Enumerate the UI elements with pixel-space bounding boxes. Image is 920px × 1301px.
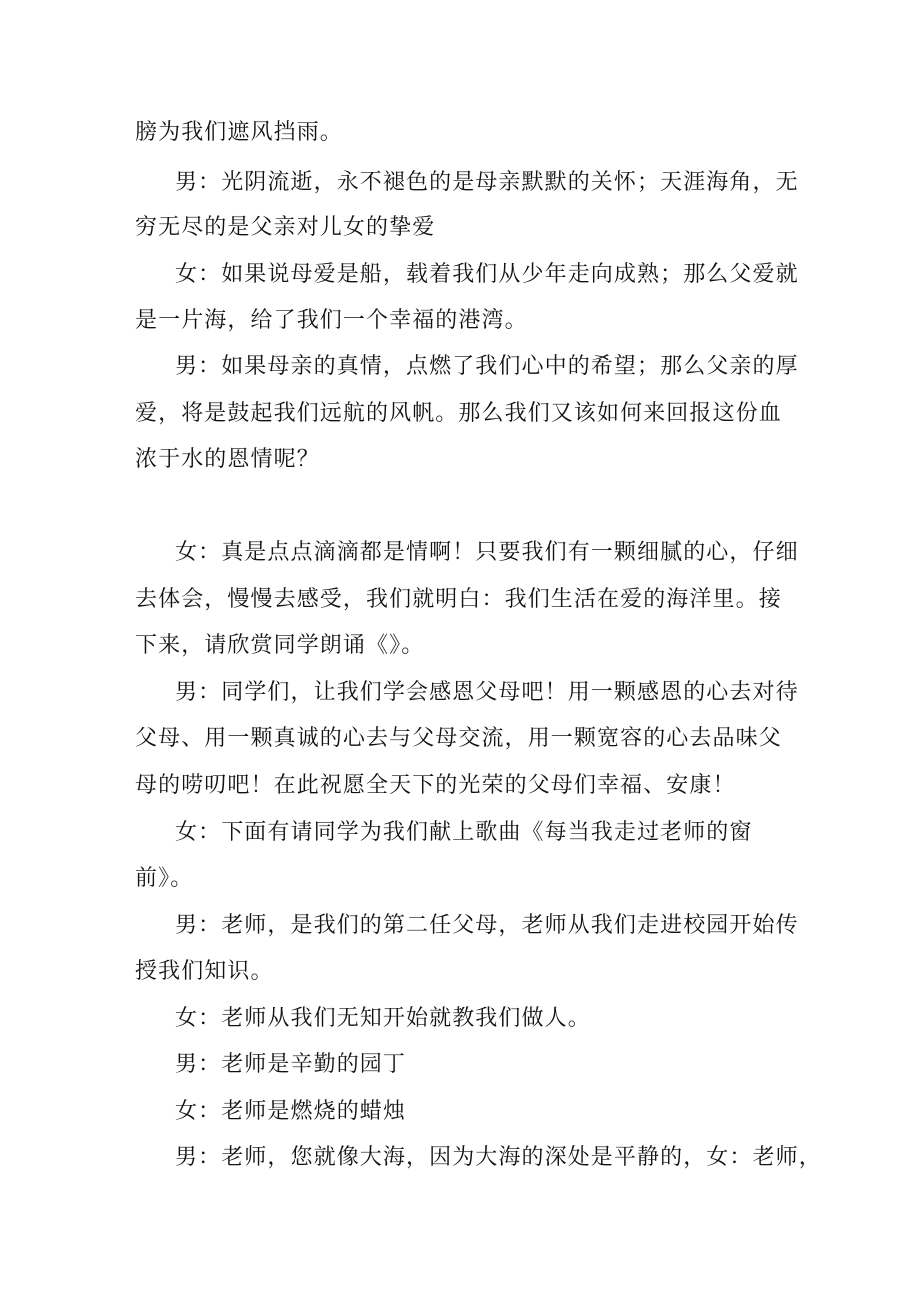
text-line: 女：如果说母爱是船，载着我们从少年走向成熟；那么父爱就 xyxy=(175,262,799,287)
text-line: 女：老师是燃烧的蜡烛 xyxy=(175,1099,407,1124)
text-line: 穷无尽的是父亲对儿女的挚爱 xyxy=(135,215,436,240)
text-line: 授我们知识。 xyxy=(135,959,274,984)
text-line: 男：同学们，让我们学会感恩父母吧！用一颗感恩的心去对待 xyxy=(175,680,799,705)
text-line: 男：老师，是我们的第二任父母，老师从我们走进校园开始传 xyxy=(175,913,799,938)
text-line: 爱，将是鼓起我们远航的风帆。那么我们又该如何来回报这份血 xyxy=(135,401,782,426)
text-line: 下来，请欣赏同学朗诵《》。 xyxy=(135,633,425,658)
text-line: 母的唠叨吧！在此祝愿全天下的光荣的父母们幸福、安康！ xyxy=(135,773,736,798)
text-line: 浓于水的恩情呢？ xyxy=(135,447,320,472)
text-line: 父母、用一颗真诚的心去与父母交流，用一颗宽容的心去品味父 xyxy=(135,726,782,751)
text-line: 膀为我们遮风挡雨。 xyxy=(135,120,343,145)
text-line: 女：真是点点滴滴都是情啊！只要我们有一颗细腻的心，仔细 xyxy=(175,540,799,565)
text-line: 前》。 xyxy=(135,866,194,891)
text-line: 男：老师是辛勤的园丁 xyxy=(175,1052,407,1077)
text-line: 是一片海，给了我们一个幸福的港湾。 xyxy=(135,308,528,333)
text-line: 男：如果母亲的真情，点燃了我们心中的希望；那么父亲的厚 xyxy=(175,354,799,379)
text-line: 去体会，慢慢去感受，我们就明白：我们生活在爱的海洋里。接 xyxy=(135,587,782,612)
text-line: 男：老师，您就像大海，因为大海的深处是平静的，女：老师， xyxy=(175,1145,822,1170)
text-line: 女：下面有请同学为我们献上歌曲《每当我走过老师的窗 xyxy=(175,820,753,845)
text-line: 女：老师从我们无知开始就教我们做人。 xyxy=(175,1006,591,1031)
text-line: 男：光阴流逝，永不褪色的是母亲默默的关怀；天涯海角，无 xyxy=(175,170,799,195)
